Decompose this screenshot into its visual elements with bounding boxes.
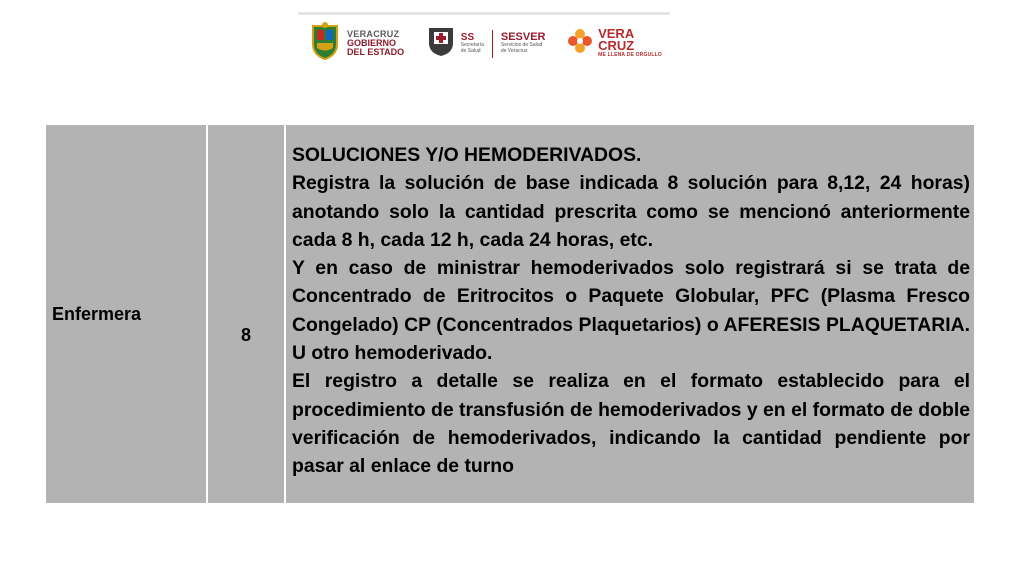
sesver-title: SESVER	[500, 31, 546, 43]
role-label: Enfermera	[52, 303, 142, 324]
description-paragraph: Registra la solución de base indicada 8 solución para 8,12, 24 horas) anotando solo la cantidad prescrita como se mencionó anteriormente cada 8 h, cada 12 h, cada 24 horas, etc.	[292, 172, 970, 251]
logo-divider	[492, 30, 493, 58]
vera-cruz-flower-icon	[567, 28, 593, 59]
logo-banner	[298, 12, 670, 72]
ss-emblem-icon	[426, 25, 456, 62]
veracruz-gobierno-logo	[308, 22, 404, 65]
procedure-table	[46, 125, 974, 503]
vera-cruz-line-2: CRUZ	[598, 38, 635, 53]
sesver-subtitle-1: Servicios de Salud	[500, 42, 543, 48]
description-cell	[286, 125, 974, 503]
ss-sesver-logo	[426, 25, 546, 62]
ss-title: SS	[460, 32, 475, 43]
vera-cruz-line-1: VERA	[598, 26, 635, 41]
sesver-subtitle-2: de Veracruz	[500, 48, 528, 54]
veracruz-coat-of-arms-icon	[308, 22, 342, 65]
ss-subtitle-2: de Salud	[460, 48, 481, 54]
gobierno-line-1: VERACRUZ	[347, 29, 400, 39]
description-paragraph: El registro a detalle se realiza en el formato establecido para el procedimiento de transfusión de hemoderivados y en el formato de doble verificación de hemoderivados, indicando la cantidad pendiente por pasar al enlace de turno	[292, 370, 970, 478]
step-number: 8	[240, 324, 251, 345]
description-paragraph: Y en caso de ministrar hemoderivados solo registrará si se trata de Concentrado de Eritrocitos o Paquete Globular, PFC (Plasma Fresco Congelado) CP (Concentrados Plaquetarios) o AFERESIS PLAQUETARIA. U otro hemoderivado.	[292, 257, 970, 365]
description-heading: SOLUCIONES Y/O HEMODERIVADOS.	[292, 144, 642, 166]
vera-cruz-tagline: ME LLENA DE ORGULLO	[598, 52, 662, 58]
step-number-cell	[208, 125, 286, 503]
role-cell	[46, 125, 208, 503]
vera-cruz-logo	[567, 28, 662, 59]
gobierno-line-2: GOBIERNO	[347, 38, 397, 48]
gobierno-line-3: DEL ESTADO	[347, 47, 405, 57]
ss-subtitle-1: Secretaría	[460, 42, 484, 48]
